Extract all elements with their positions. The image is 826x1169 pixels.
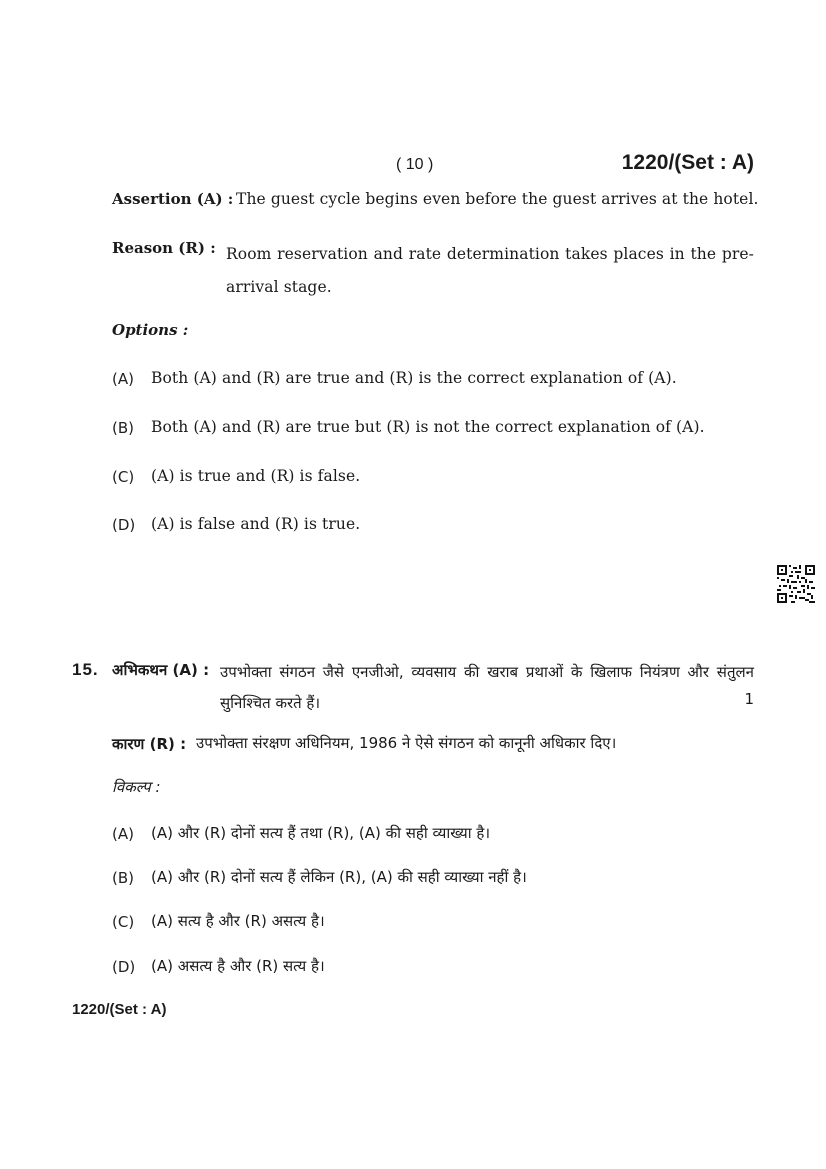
hindi-option-letter-b: (B)	[112, 869, 134, 887]
option-text-c: (A) is true and (R) is false.	[151, 467, 361, 485]
hindi-options-label: विकल्प :	[112, 778, 161, 796]
option-letter-d: (D)	[112, 516, 136, 534]
marks: 1	[744, 690, 754, 708]
hindi-option-text-d: (A) असत्य है और (R) सत्य है।	[151, 957, 325, 975]
hindi-reason-text: उपभोक्ता संरक्षण अधिनियम, 1986 ने ऐसे संगठन को कानूनी अधिकार दिए।	[196, 734, 617, 752]
page-number: ( 10 )	[396, 156, 434, 173]
hindi-option-letter-d: (D)	[112, 958, 136, 976]
reason-text: Room reservation and rate determination takes places in the pre-arrival stage.	[226, 245, 754, 296]
set-code-footer: 1220/(Set : A)	[72, 1001, 167, 1018]
hindi-option-text-c: (A) सत्य है और (R) असत्य है।	[151, 912, 325, 930]
options-label: Options :	[112, 321, 189, 339]
hindi-assertion-text: उपभोक्ता संगठन जैसे एनजीओ, व्यवसाय की खराब प्रथाओं के खिलाफ नियंत्रण और संतुलन सुनिश्चित करते हैं।	[220, 663, 754, 712]
option-letter-a: (A)	[112, 370, 134, 388]
assertion-label: Assertion (A) :	[112, 190, 234, 208]
reason-label: Reason (R) :	[112, 239, 216, 257]
question-number: 15.	[72, 660, 99, 679]
option-text-b: Both (A) and (R) are true but (R) is not the correct explanation of (A).	[151, 418, 705, 436]
set-code-header: 1220/(Set : A)	[621, 151, 754, 174]
assertion-text: The guest cycle begins even before the guest arrives at the hotel.	[236, 190, 759, 208]
hindi-option-letter-c: (C)	[112, 913, 135, 931]
option-text-a: Both (A) and (R) are true and (R) is the correct explanation of (A).	[151, 369, 677, 387]
hindi-option-text-a: (A) और (R) दोनों सत्य हैं तथा (R), (A) की सही व्याख्या है।	[151, 824, 491, 842]
option-letter-b: (B)	[112, 419, 134, 437]
hindi-reason-label: कारण (R) :	[112, 735, 187, 753]
hindi-assertion-label: अभिकथन (A) :	[112, 661, 210, 679]
option-letter-c: (C)	[112, 468, 135, 486]
qr-code-icon	[777, 565, 815, 603]
hindi-option-letter-a: (A)	[112, 825, 134, 843]
option-text-d: (A) is false and (R) is true.	[151, 515, 361, 533]
hindi-option-text-b: (A) और (R) दोनों सत्य हैं लेकिन (R), (A) की सही व्याख्या नहीं है।	[151, 868, 527, 886]
